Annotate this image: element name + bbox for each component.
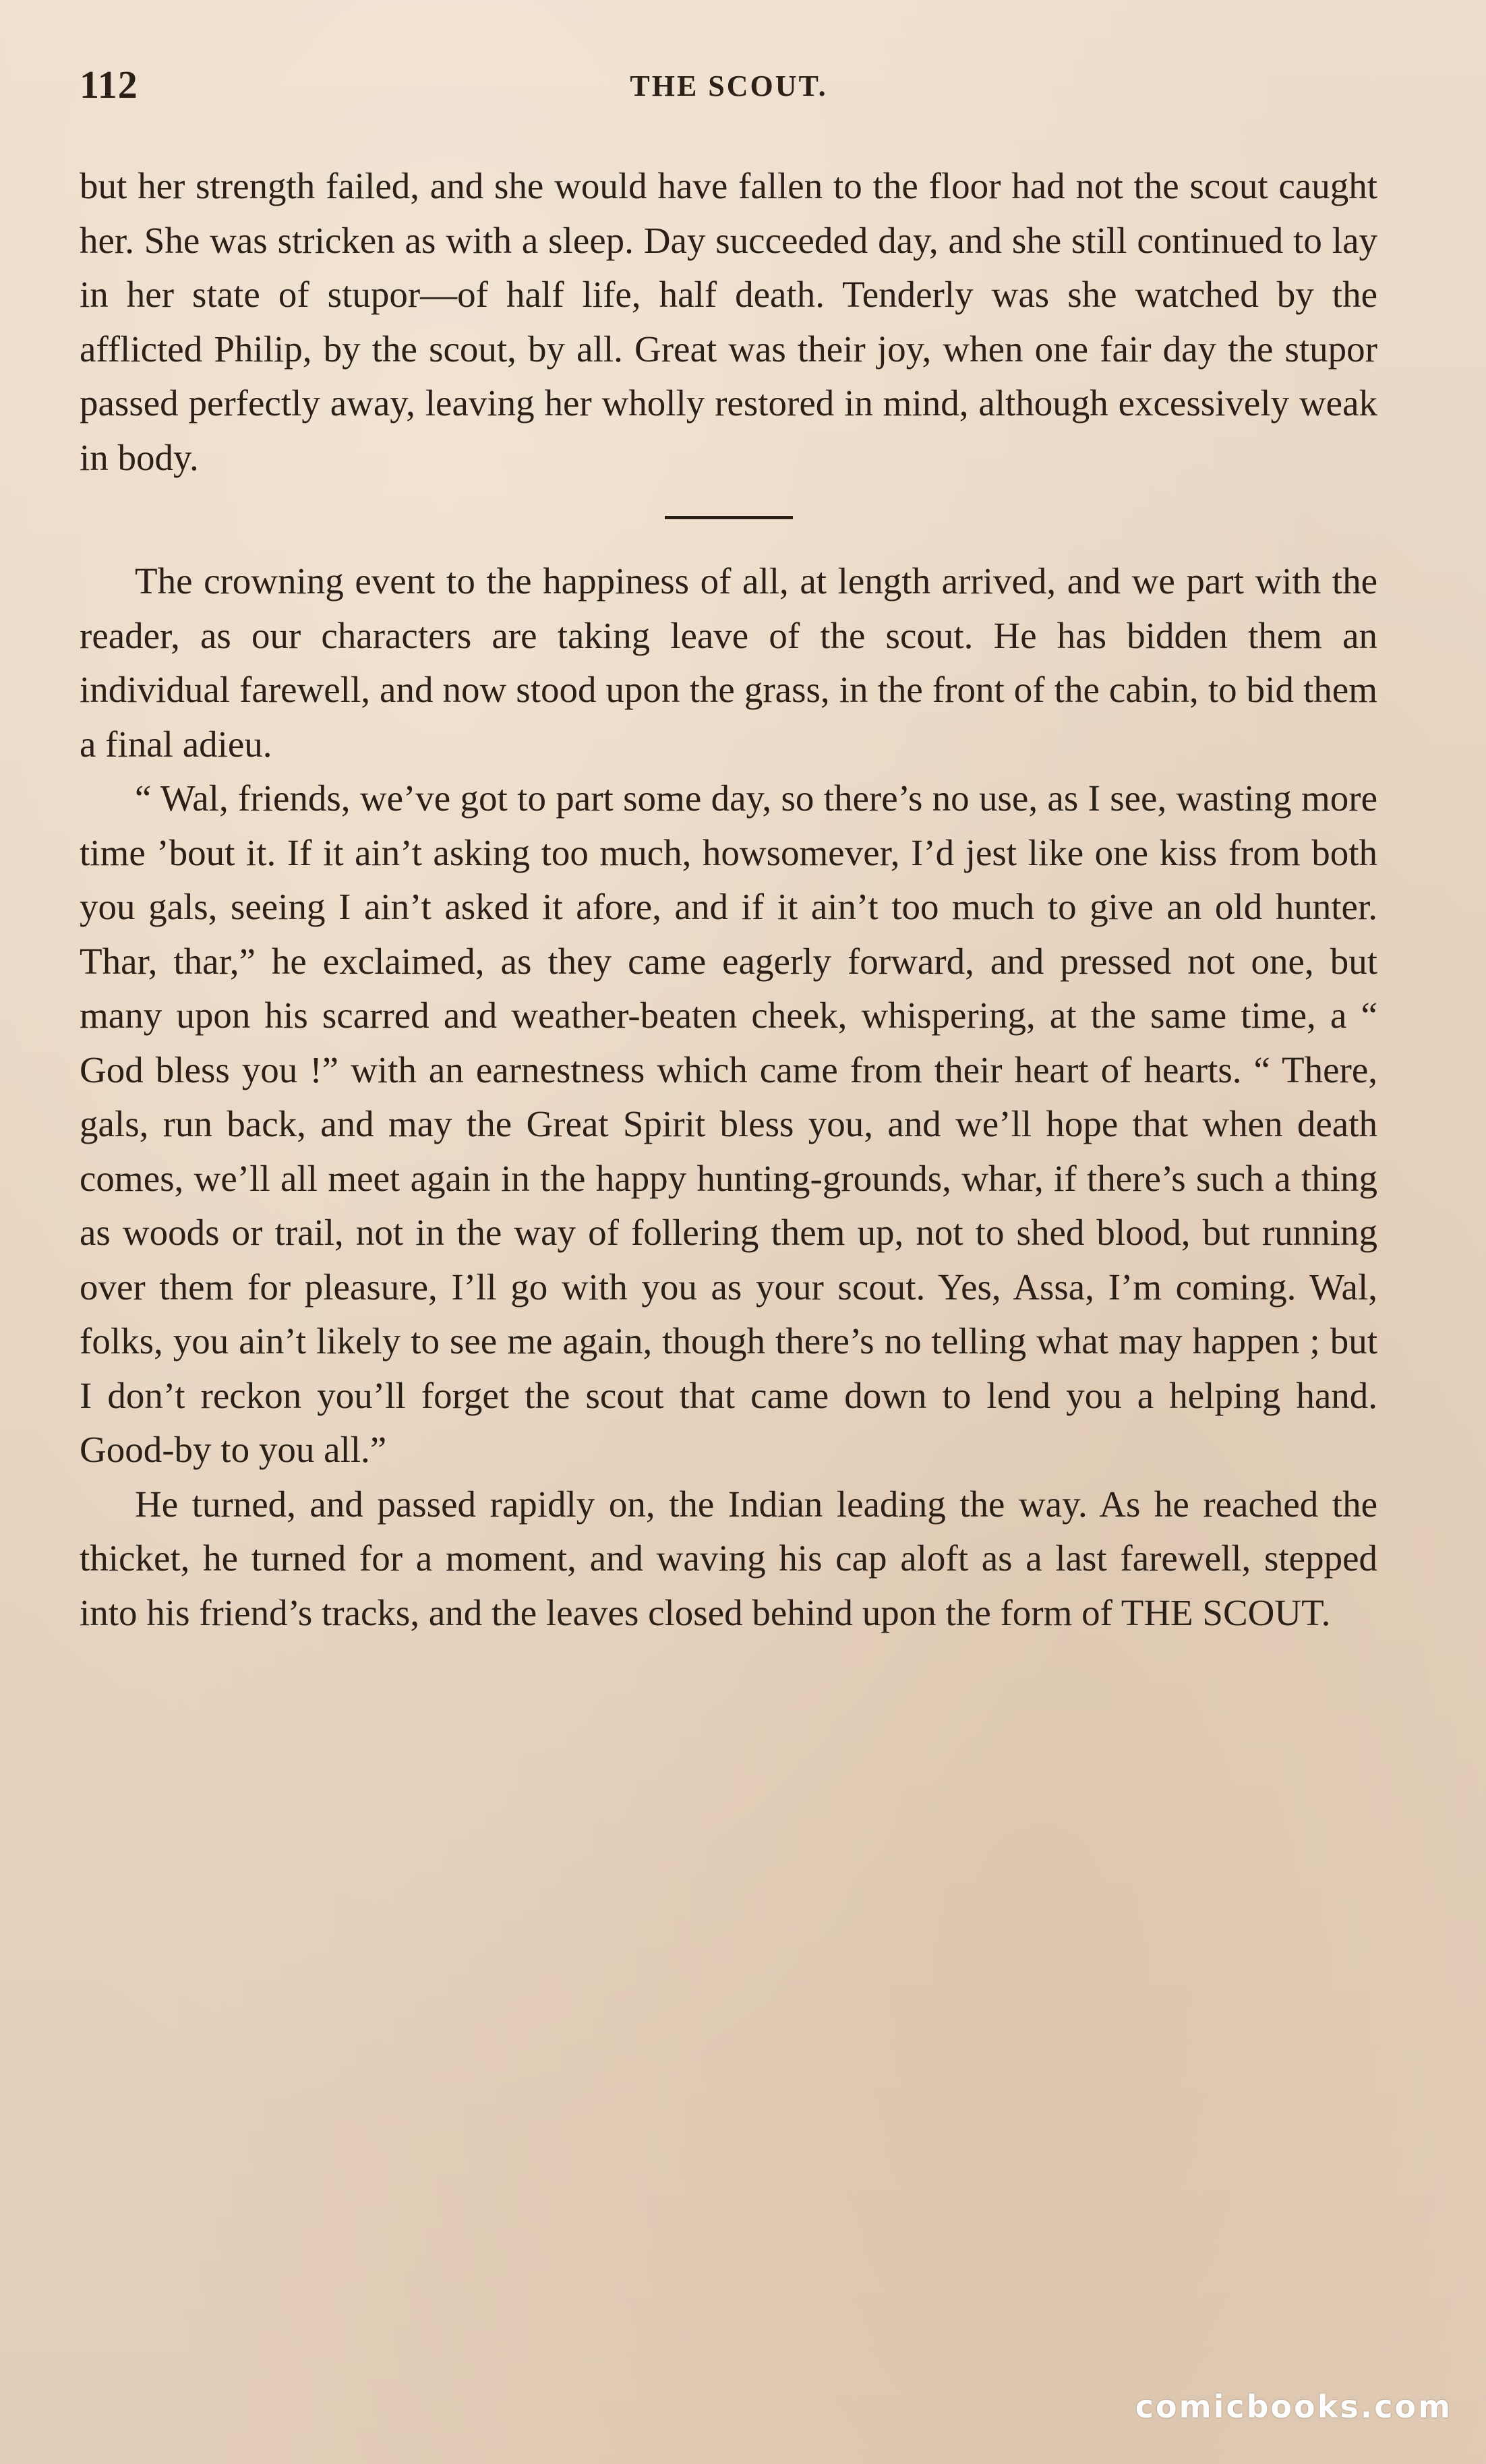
watermark: comicbooks.com xyxy=(1135,2388,1452,2425)
paragraph-2: The crowning event to the happiness of all, at length arrived, and we part with the reader, as our characters are taking leave of the scout. He has bidden them an individual farewell, and now stood upon the grass, in the front of the cabin, to bid them a final adieu. xyxy=(80,560,1377,765)
body-text xyxy=(80,159,1377,1640)
section-divider xyxy=(665,516,793,519)
page-number: 112 xyxy=(80,63,138,107)
paragraph-4: He turned, and passed rapidly on, the Indian leading the way. As he reached the thicket, he turned for a moment, and waving his cap aloft as a last farewell, stepped into his friend’s tracks, and the leaves closed behind upon the form of THE SCOUT. xyxy=(80,1483,1377,1633)
running-head: THE SCOUT. xyxy=(630,69,828,102)
paragraph-1: but her strength failed, and she would have fallen to the floor had not the scout caught her. She was stricken as with a sleep. Day succeeded day, and she still continued to lay in her state of stupor—of half life, half death. Tenderly was she watched by the afflicted Philip, by the scout, by all. Great was their joy, when one fair day the stupor passed perfectly away, leaving her wholly restored in mind, although excessively weak in body. xyxy=(80,165,1377,478)
page-header xyxy=(80,62,1378,116)
paragraph-3: “ Wal, friends, we’ve got to part some day, so there’s no use, as I see, wasting more time ’bout it. If it ain’t asking too much, howsomever, I’d jest like one kiss from both you gals, seeing I ain’t asked it afore, and if it ain’t too much to give an old hunter. Thar, thar,” he exclaimed, as they came eagerly forward, and pressed not one, but many upon his scarred and weather-beaten cheek, whispering, at the same time, a “ God bless you !” with an earnestness which came from their heart of hearts. “ There, gals, run back, and may the Great Spirit bless you, and we’ll hope that when death comes, we’ll all meet again in the happy hunting-grounds, whar, if there’s such a thing as woods or trail, not in the way of follering them up, not to shed blood, but running over them for pleasure, I’ll go with you as your scout. Yes, Assa, I’m coming. Wal, folks, you ain’t likely to see me again, though there’s no telling what may happen ; but I don’t reckon you’ll forget the scout that came down to lend you a helping hand. Good-by to you all.” xyxy=(80,778,1377,1470)
